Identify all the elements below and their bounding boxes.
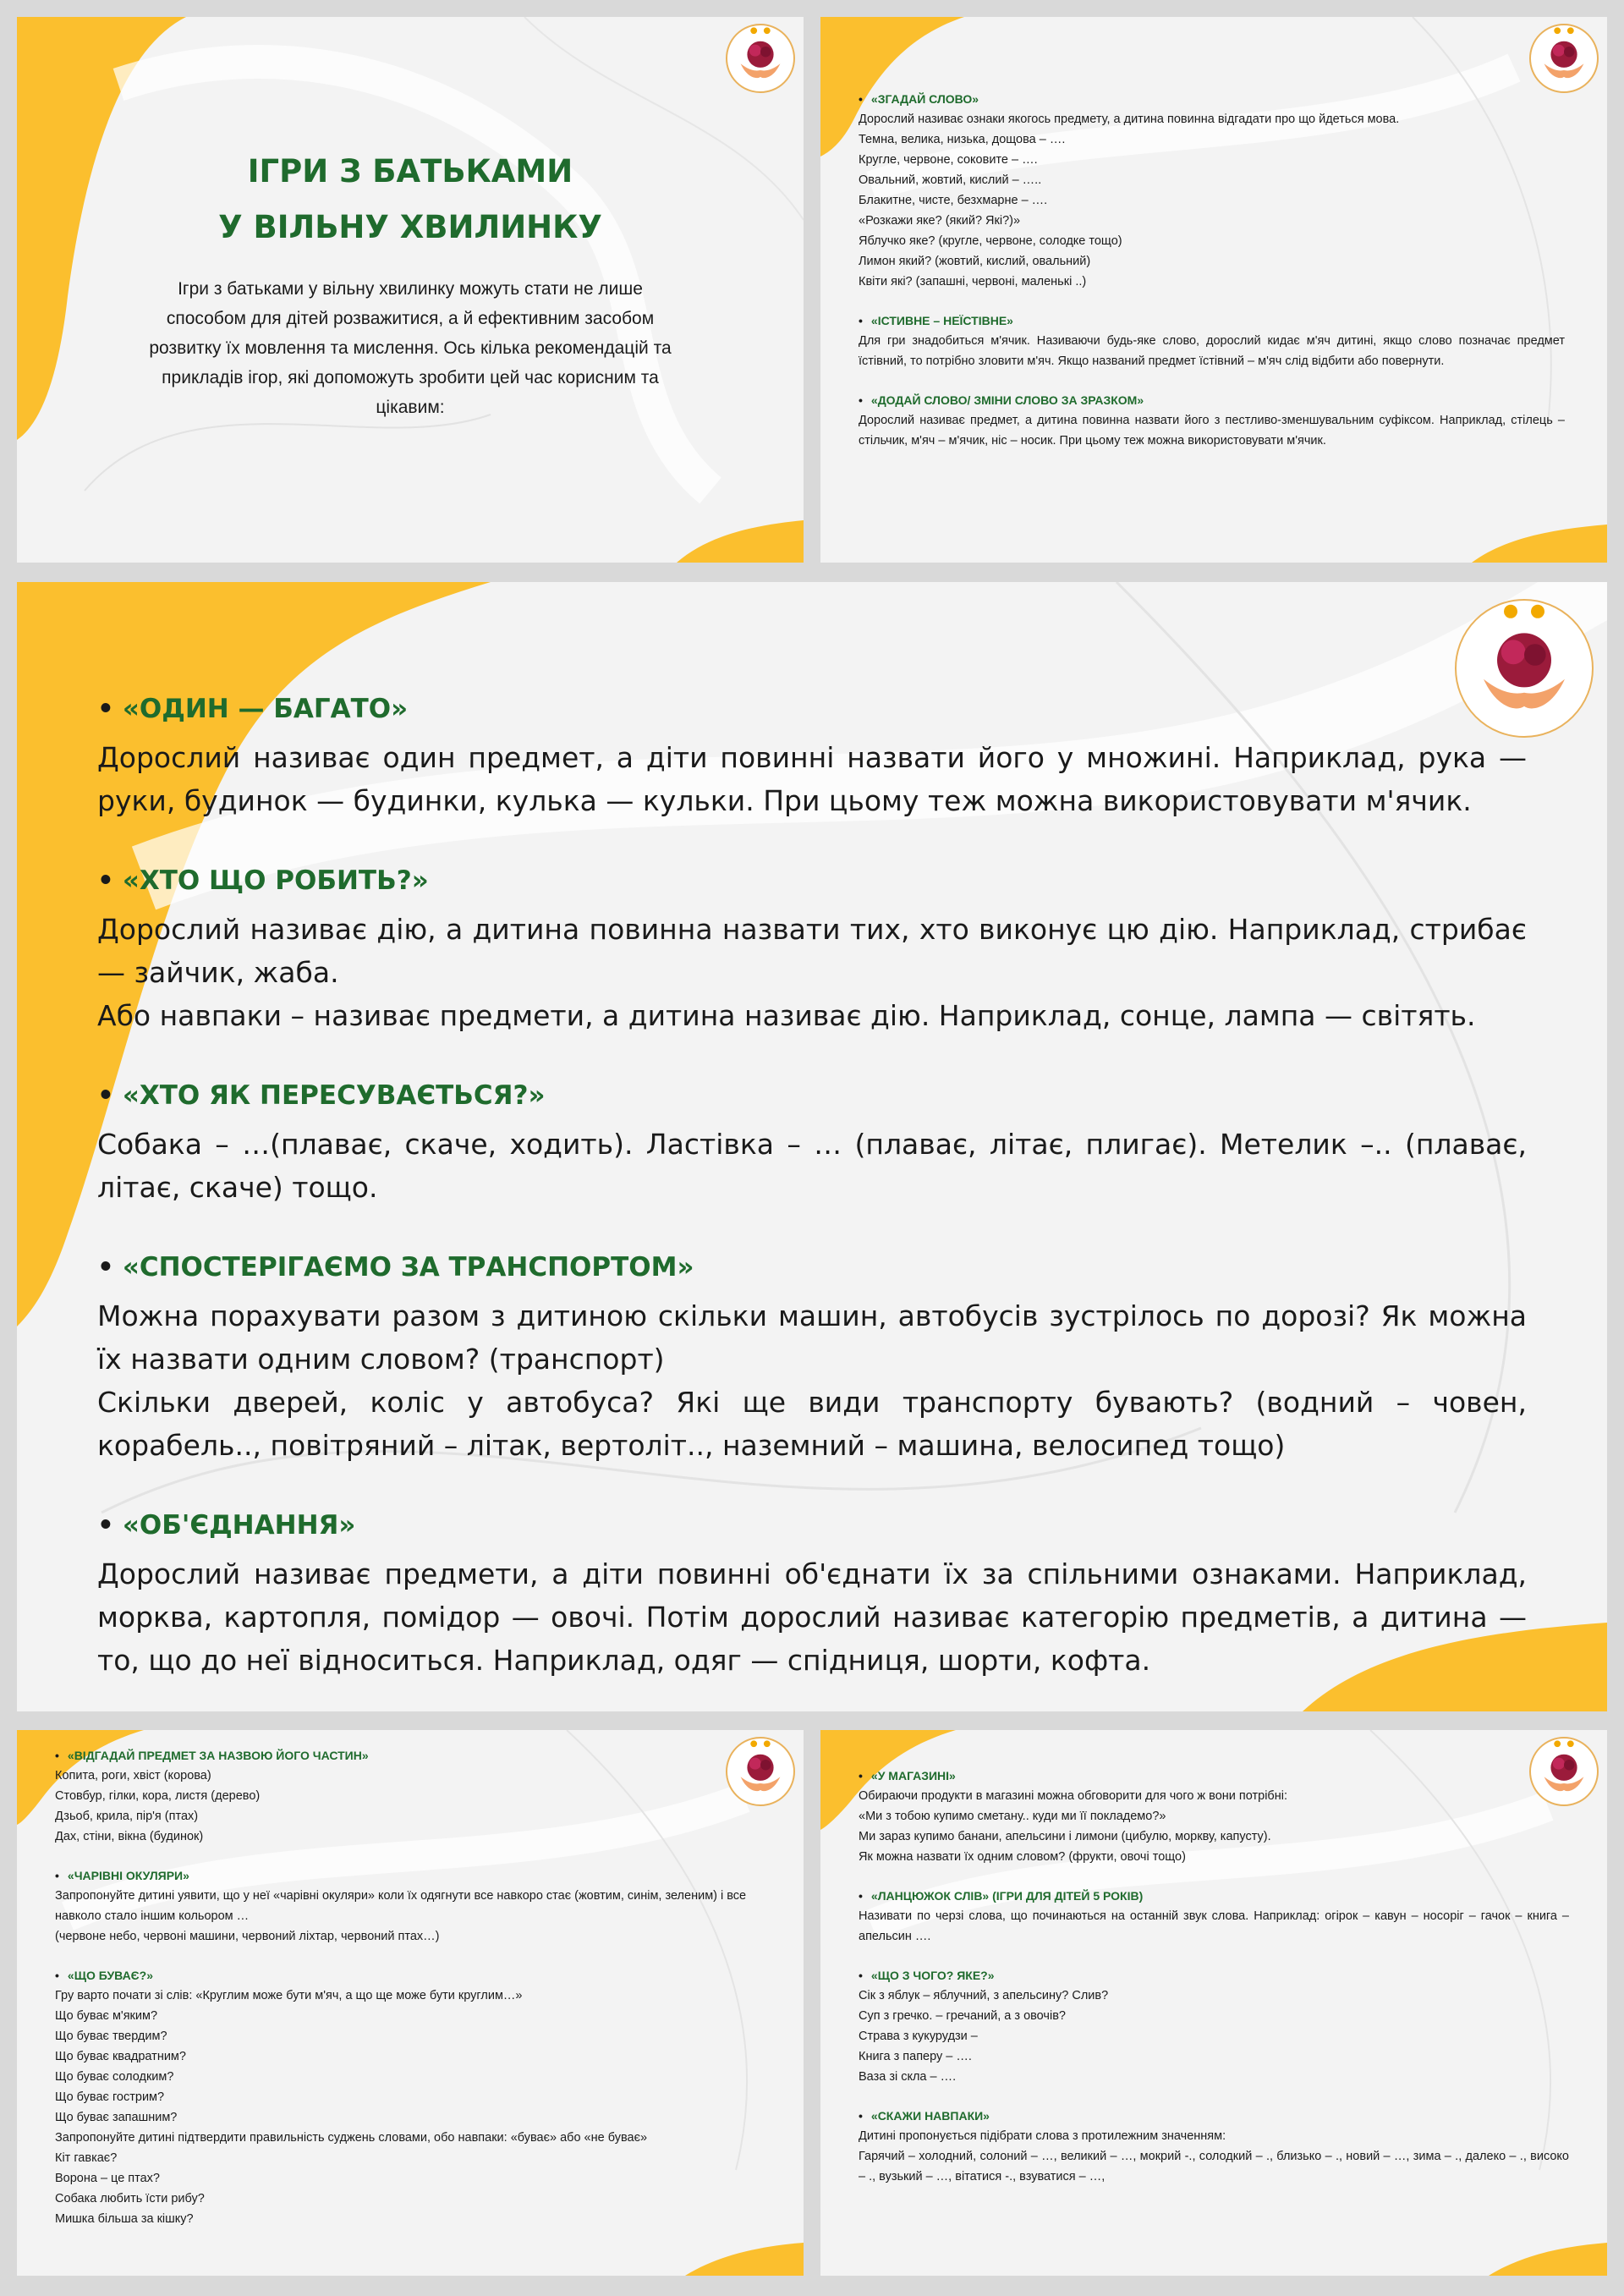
game-text: Запропонуйте дитині уявити, що у неї «чарівні окуляри» коли їх одягнути все навкоро стає (жовтим, синім, зеленим) і все навколо стало іншим кольором …: [55, 1889, 750, 1923]
slide-games-3: [17, 1730, 804, 2276]
game-text: Обираючи продукти в магазині можна обговорити для чого ж вони потрібні:: [859, 1789, 1287, 1803]
game-text: Собака – …(плаває, скаче, ходить). Ластівка – … (плаває, літає, плигає). Метелик –.. (плаває, літає, скаче) тощо.: [97, 1128, 1536, 1204]
flower-in-hands-icon: [1531, 25, 1597, 91]
game-text: Можна порахувати разом з дитиною скільки машин, автобусів зустрілось по дорозі? Як можна їх назвати одним словом? (транспорт): [97, 1299, 1536, 1376]
bullet-icon: •: [859, 393, 863, 407]
bullet-icon: •: [97, 1510, 114, 1541]
logo: [1529, 24, 1599, 93]
game-block: [55, 1965, 782, 2229]
game-text: Ваза зі скла – ….: [859, 2070, 957, 2084]
game-block: [97, 860, 1536, 1037]
game-block: [55, 1745, 782, 1847]
bullet-icon: •: [97, 1080, 114, 1111]
game-text: «Ми з тобою купимо сметану.. куди ми її покладемо?»: [859, 1810, 1166, 1823]
games-list: [97, 688, 1536, 1711]
game-block: [97, 1246, 1536, 1467]
slide-title: [17, 17, 804, 563]
game-text: Суп з гречко. – гречаний, а з овочів?: [859, 2009, 1066, 2023]
game-text: Гарячий – холодний, солоний – …, великий – …, мокрий -., солодкий – ., близько – ., новий – …, зима – ., далеко – ., високо – ., вузький – …, вітатися -., взуватися – …,: [859, 2150, 1573, 2183]
game-text: Що буває гострим?: [55, 2090, 165, 2104]
game-title: «ОБ'ЄДНАННЯ»: [122, 1510, 356, 1541]
game-text: Дорослий називає ознаки якогось предмету, а дитина повинна відгадати про що йдеться мова.: [859, 113, 1400, 126]
slide-games-1: [820, 17, 1607, 563]
games-list: [859, 89, 1569, 470]
game-text: Ми зараз купимо банани, апельсини і лимони (цибулю, моркву, капусту).: [859, 1830, 1271, 1843]
game-text: Стовбур, гілки, кора, листя (дерево): [55, 1789, 261, 1803]
bullet-icon: •: [859, 1769, 863, 1782]
game-block: [859, 390, 1569, 451]
game-text: Що буває солодким?: [55, 2070, 174, 2084]
game-block: [859, 1766, 1569, 1867]
game-text: Страва з кукурудзи –: [859, 2030, 978, 2043]
game-title: «ДОДАЙ СЛОВО/ ЗМІНИ СЛОВО ЗА ЗРАЗКОМ»: [870, 393, 1144, 407]
bullet-icon: •: [97, 1252, 114, 1283]
game-text: Дитині пропонується підібрати слова з протилежним значенням:: [859, 2129, 1226, 2143]
game-title: «ЧАРІВНІ ОКУЛЯРИ»: [67, 1869, 189, 1882]
game-text: Скільки дверей, коліс у автобуса? Які ще види транспорту бувають? (водний – човен, корабель.., повітряний – літак, вертоліт.., наземний – машина, велосипед тощо): [97, 1386, 1536, 1462]
game-block: [859, 2106, 1573, 2187]
title-line-2: У ВІЛЬНУ ХВИЛИНКУ: [218, 209, 602, 245]
bullet-icon: •: [859, 314, 863, 327]
game-text: Що буває твердим?: [55, 2030, 167, 2043]
game-text: Що буває м'яким?: [55, 2009, 158, 2023]
game-title: «ХТО ЯК ПЕРЕСУВАЄТЬСЯ?»: [122, 1080, 546, 1111]
bullet-icon: •: [859, 2109, 863, 2123]
game-block: [97, 1504, 1536, 1682]
game-text: Сік з яблук – яблучний, з апельсину? Слив?: [859, 1989, 1109, 2002]
game-text: Кіт гавкає?: [55, 2151, 118, 2165]
game-title: «СПОСТЕРІГАЄМО ЗА ТРАНСПОРТОМ»: [122, 1252, 694, 1283]
game-text: Лимон який? (жовтий, кислий, овальний): [859, 255, 1091, 268]
game-title: «СКАЖИ НАВПАКИ»: [870, 2109, 990, 2123]
game-title: «ЛАНЦЮЖОК СЛІВ» (ІГРИ ДЛЯ ДІТЕЙ 5 РОКІВ): [870, 1889, 1144, 1903]
flower-in-hands-icon: [727, 25, 793, 91]
game-title: «ЩО З ЧОГО? ЯКЕ?»: [870, 1969, 995, 1982]
game-text: Собака любить їсти рибу?: [55, 2192, 205, 2205]
game-title: «ОДИН — БАГАТО»: [122, 694, 409, 724]
game-text: Як можна назвати їх одним словом? (фрукти, овочі тощо): [859, 1850, 1186, 1864]
logo: [726, 24, 795, 93]
game-text: (червоне небо, червоні машини, червоний ліхтар, червоний птах…): [55, 1930, 440, 1943]
game-title: «ЩО БУВАЄ?»: [67, 1969, 153, 1982]
game-text: Дзьоб, крила, пір'я (птах): [55, 1810, 199, 1823]
bullet-icon: •: [97, 694, 114, 724]
game-text: Дорослий називає дію, а дитина повинна назвати тих, хто виконує цю дію. Наприклад, стрибає — зайчик, жаба.: [97, 913, 1536, 989]
game-block: [859, 89, 1565, 292]
game-text: Що буває квадратним?: [55, 2050, 186, 2063]
game-text: Яблучко яке? (кругле, червоне, солодке тощо): [859, 234, 1122, 248]
game-title: «ХТО ЩО РОБИТЬ?»: [122, 865, 429, 896]
game-block: [55, 1865, 782, 1947]
bullet-icon: •: [859, 1889, 863, 1903]
game-text: Гру варто почати зі слів: «Круглим може бути м'яч, а що ще може бути круглим…»: [55, 1989, 523, 2002]
game-text: Дорослий називає один предмет, а діти повинні назвати його у множині. Наприклад, рука — руки, будинок — будинки, кулька — кульки. При цьому теж можна використовувати м'ячик.: [97, 741, 1536, 817]
game-text: Блакитне, чисте, безхмарне – ….: [859, 194, 1048, 207]
game-text: Овальний, жовтий, кислий – …..: [859, 173, 1042, 187]
game-title: «У МАГАЗИНІ»: [870, 1769, 956, 1782]
intro-text: Ігри з батьками у вільну хвилинку можуть стати не лише способом для дітей розважитися, а й ефективним засобом розвитку їх мовлення та мислення. Ось кілька рекомендацій та прикладів ігор, які допоможуть зробити цей час корисним та цікавим:: [149, 279, 672, 417]
game-title: «ЗГАДАЙ СЛОВО»: [870, 92, 979, 106]
game-text: Для гри знадобиться м'ячик. Називаючи будь-яке слово, дорослий кидає м'яч дитині, якщо слово позначає предмет їстівний, то потрібно зловити м'яч. Якщо названий предмет їстівний – м'яч слід відбити або повернути.: [859, 334, 1569, 368]
game-text: Або навпаки – називає предмети, а дитина називає дію. Наприклад, сонце, лампа — світять.: [97, 999, 1476, 1032]
title-line-1: ІГРИ З БАТЬКАМИ: [247, 153, 573, 190]
page-title: [102, 144, 719, 255]
bullet-icon: •: [55, 1969, 59, 1982]
game-text: «Розкажи яке? (який? Які?)»: [859, 214, 1021, 228]
bullet-icon: •: [859, 1969, 863, 1982]
game-title: «ІСТИВНЕ – НЕЇСТІВНЕ»: [870, 314, 1013, 327]
game-text: Ворона – це птах?: [55, 2172, 161, 2185]
slide-games-4: [820, 1730, 1607, 2276]
game-text: Дорослий називає предмети, а діти повинні об'єднати їх за спільними ознаками. Наприклад, морква, картопля, помідор — овочі. Потім дорослий називає категорію предметів, а дитина — то, що до неї відноситься. Наприклад, одяг — спідниця, шорти, кофта.: [97, 1557, 1536, 1677]
slide-games-2: [17, 582, 1607, 1711]
bullet-icon: •: [97, 865, 114, 896]
game-block: [859, 310, 1569, 371]
game-title: «ВІДГАДАЙ ПРЕДМЕТ ЗА НАЗВОЮ ЙОГО ЧАСТИН»: [67, 1749, 369, 1762]
game-text: Що буває запашним?: [55, 2111, 178, 2124]
game-text: Книга з паперу – ….: [859, 2050, 972, 2063]
bullet-icon: •: [55, 1869, 59, 1882]
game-text: Запропонуйте дитині підтвердити правильність суджень словами, обо навпаки: «буває» або «не буває»: [55, 2131, 648, 2145]
game-text: Дорослий називає предмет, а дитина повинна назвати його з пестливо-зменшувальним суфіксом. Наприклад, стілець – стільчик, м'яч – м'ячик, ніс – носик. При цьому теж можна використовувати м'ячик.: [859, 414, 1569, 448]
game-text: Кругле, червоне, соковите – ….: [859, 153, 1038, 167]
games-list: [859, 1766, 1573, 2205]
game-text: Називати по черзі слова, що починаються на останній звук слова. Наприклад: огірок – кавун – носоріг – гачок – книга – апельсин ….: [859, 1909, 1573, 1943]
game-text: Копита, роги, хвіст (корова): [55, 1769, 211, 1782]
bullet-icon: •: [859, 92, 863, 106]
game-text: Дах, стіни, вікна (будинок): [55, 1830, 204, 1843]
game-text: Темна, велика, низька, дощова – ….: [859, 133, 1066, 146]
game-block: [859, 1886, 1573, 1947]
game-block: [97, 688, 1536, 822]
games-list: [55, 1745, 782, 2248]
game-block: [97, 1074, 1536, 1209]
game-text: Квіти які? (запашні, червоні, маленькі ..): [859, 275, 1087, 288]
game-text: Мишка більша за кішку?: [55, 2212, 194, 2226]
bullet-icon: •: [55, 1749, 59, 1762]
game-block: [859, 1965, 1569, 2087]
